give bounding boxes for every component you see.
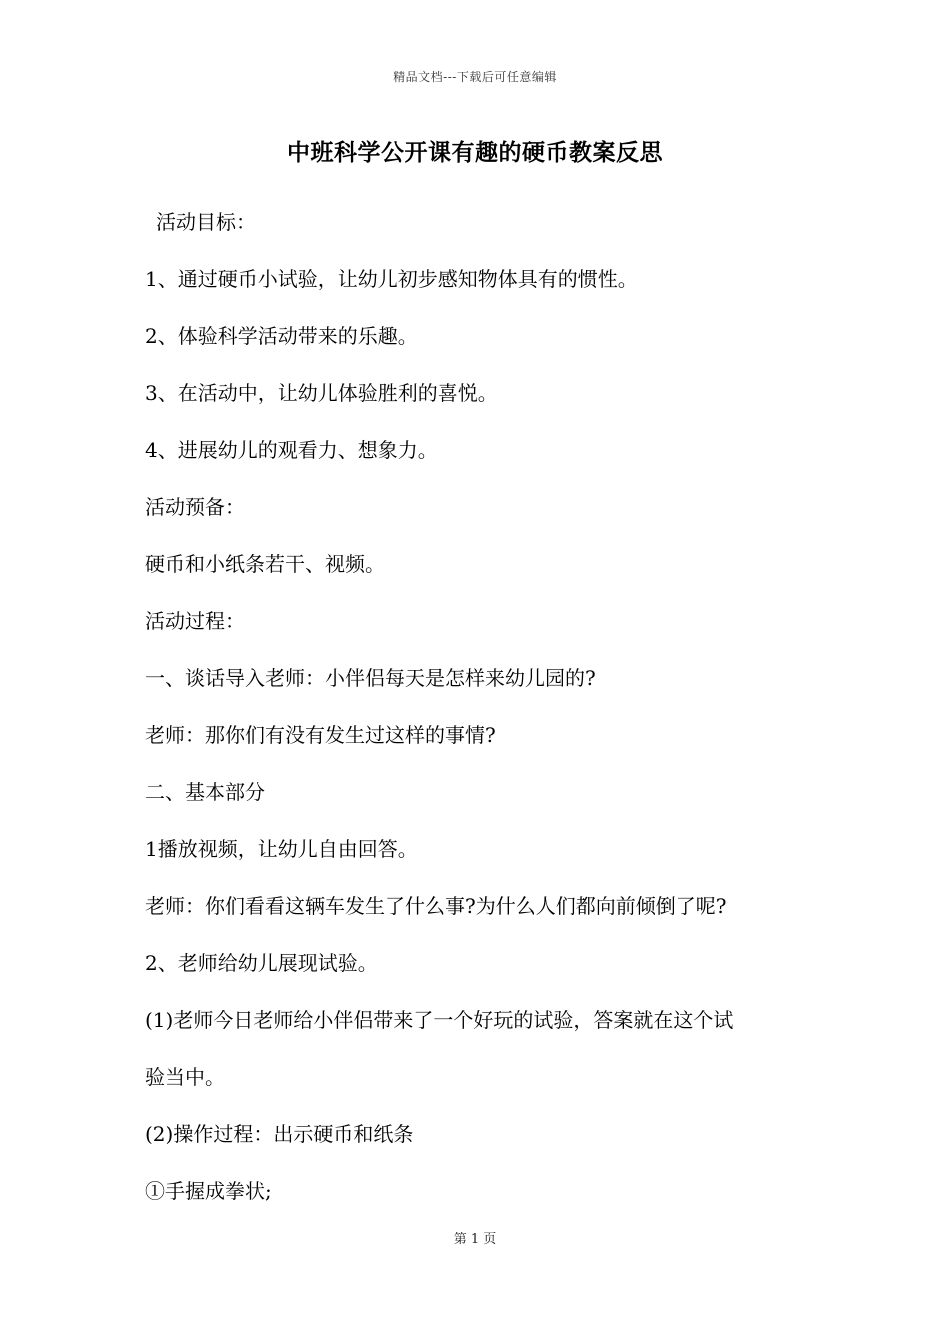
paragraph-line: 4、进展幼儿的观看力、想象力。 — [145, 438, 438, 462]
paragraph-line: 老师：你们看看这辆车发生了什么事?为什么人们都向前倾倒了呢? — [145, 894, 727, 918]
paragraph-line: 1播放视频，让幼儿自由回答。 — [145, 837, 418, 861]
paragraph-line: 2、老师给幼儿展现试验。 — [145, 951, 378, 975]
paragraph-line: 一、谈话导入老师：小伴侣每天是怎样来幼儿园的? — [145, 666, 596, 690]
paragraph-line: ①手握成拳状; — [145, 1179, 272, 1203]
paragraph-line: (1)老师今日老师给小伴侣带来了一个好玩的试验，答案就在这个试 — [145, 1008, 734, 1032]
section-heading-preparation: 活动预备： — [145, 495, 245, 519]
section-heading-process: 活动过程： — [145, 609, 245, 633]
paragraph-line: 3、在活动中，让幼儿体验胜利的喜悦。 — [145, 381, 498, 405]
paragraph-line: 老师：那你们有没有发生过这样的事情? — [145, 723, 496, 747]
page-footer: 第 1 页 — [453, 1232, 497, 1247]
paragraph-line: (2)操作过程：出示硬币和纸条 — [145, 1122, 414, 1146]
paragraph-line: 验当中。 — [145, 1065, 225, 1089]
document-title: 中班科学公开课有趣的硬币教案反思 — [287, 139, 663, 166]
section-heading-goals: 活动目标： — [156, 210, 256, 234]
paragraph-line: 硬币和小纸条若干、视频。 — [145, 552, 385, 576]
paragraph-line: 1、通过硬币小试验，让幼儿初步感知物体具有的惯性。 — [145, 267, 638, 291]
paragraph-line: 二、基本部分 — [145, 780, 265, 804]
paragraph-line: 2、体验科学活动带来的乐趣。 — [145, 324, 418, 348]
page-header: 精品文档---下载后可任意编辑 — [393, 70, 557, 84]
